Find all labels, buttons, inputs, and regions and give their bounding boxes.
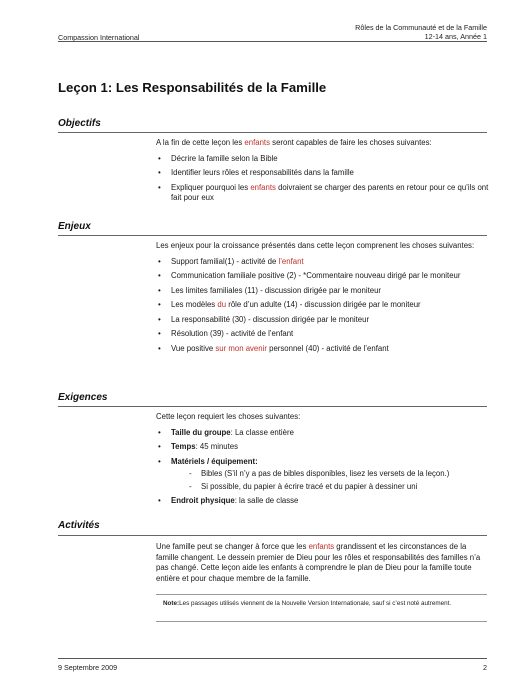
note-rule-bottom (156, 621, 487, 622)
section-title-enjeux: Enjeux (58, 221, 91, 232)
section-title-activites: Activités (58, 520, 100, 531)
list-item: • Taille du groupe: La classe entière (156, 428, 490, 439)
exigences-intro: Cette leçon requiert les choses suivantes: (156, 412, 301, 421)
footer-rule (58, 658, 487, 659)
header-age-year: 12-14 ans, Année 1 (424, 31, 487, 41)
list-item: • Expliquer pourquoi les enfants doivraient se charger des parents en retour pour ce qu’ils ont fait pour eux (156, 183, 490, 204)
list-item: • Matériels / équipement: - Bibles (S’il n’y a pas de bibles disponibles, lisez les versets de la leçon.) - Si possible, du papier à écrire tracé et du papier à dessiner uni (156, 457, 490, 493)
list-item: • Endroit physique: la salle de classe (156, 496, 490, 507)
enjeux-intro: Les enjeux pour la croissance présentés dans cette leçon comprenent les choses suivantes: (156, 241, 475, 250)
list-item: • Temps: 45 minutes (156, 442, 490, 453)
objectifs-block (156, 138, 490, 208)
header-rule (58, 41, 487, 42)
enjeux-list (156, 257, 490, 355)
list-item: • Vue positive sur mon avenir personnel (40) - activité de l’enfant (156, 344, 490, 355)
lesson-title: Leçon 1: Les Responsabilités de la Famille (58, 80, 327, 95)
header-course-title: Rôles de la Communauté et de la Famille (355, 23, 487, 32)
exigences-list (156, 428, 490, 507)
list-item: • Les limites familiales (11) - discussion dirigée par le moniteur (156, 286, 490, 297)
section-rule-enjeux (58, 235, 487, 236)
objectifs-list (156, 154, 490, 204)
section-rule-activites (58, 535, 487, 536)
list-item: • Support familial(1) - activité de l’enfant (156, 257, 490, 268)
note-rule-top (156, 594, 487, 595)
section-rule-objectifs (58, 132, 487, 133)
enjeux-block (156, 241, 490, 358)
list-item: • Identifier leurs rôles et responsabilités dans la famille (156, 168, 490, 179)
list-item: • La responsabilité (30) - discussion dirigée par le moniteur (156, 315, 490, 326)
exigences-block (156, 412, 490, 511)
objectifs-intro: A la fin de cette leçon les enfants seront capables de faire les choses suivantes: (156, 138, 432, 147)
activites-block (156, 542, 490, 584)
header-organization: Compassion International (58, 33, 140, 42)
list-item: • Résolution (39) - activité de l’enfant (156, 329, 490, 340)
header-right (355, 24, 487, 41)
list-item: - Si possible, du papier à écrire tracé et du papier à dessiner uni (171, 482, 490, 493)
list-item: • Communication familiale positive (2) - *Commentaire nouveau dirigé par le moniteur (156, 271, 490, 282)
section-title-objectifs: Objectifs (58, 118, 101, 129)
section-title-exigences: Exigences (58, 392, 108, 403)
activites-paragraph: Une famille peut se changer à force que les enfants grandissent et les circonstances de la famille changent. Le dessein premier de Dieu pour les rôles et responsabilités des familles n’a pas changé. Cette leçon aide les enfants à comprendre le plan de Dieu pour la famille toute entière et pour chaque membre de la famille. (156, 542, 481, 583)
note: Note:Les passages utilisés viennent de la Nouvelle Version Internationale, sauf si c’est noté autrement. (163, 600, 452, 607)
footer-page-number: 2 (483, 663, 487, 672)
list-item: • Les modèles du rôle d’un adulte (14) - discussion dirigée par le moniteur (156, 300, 490, 311)
footer-date: 9 Septembre 2009 (58, 663, 118, 672)
list-item: - Bibles (S’il n’y a pas de bibles disponibles, lisez les versets de la leçon.) (171, 469, 490, 480)
materiels-sublist (171, 469, 490, 492)
section-rule-exigences (58, 406, 487, 407)
list-item: • Décrire la famille selon la Bible (156, 154, 490, 165)
